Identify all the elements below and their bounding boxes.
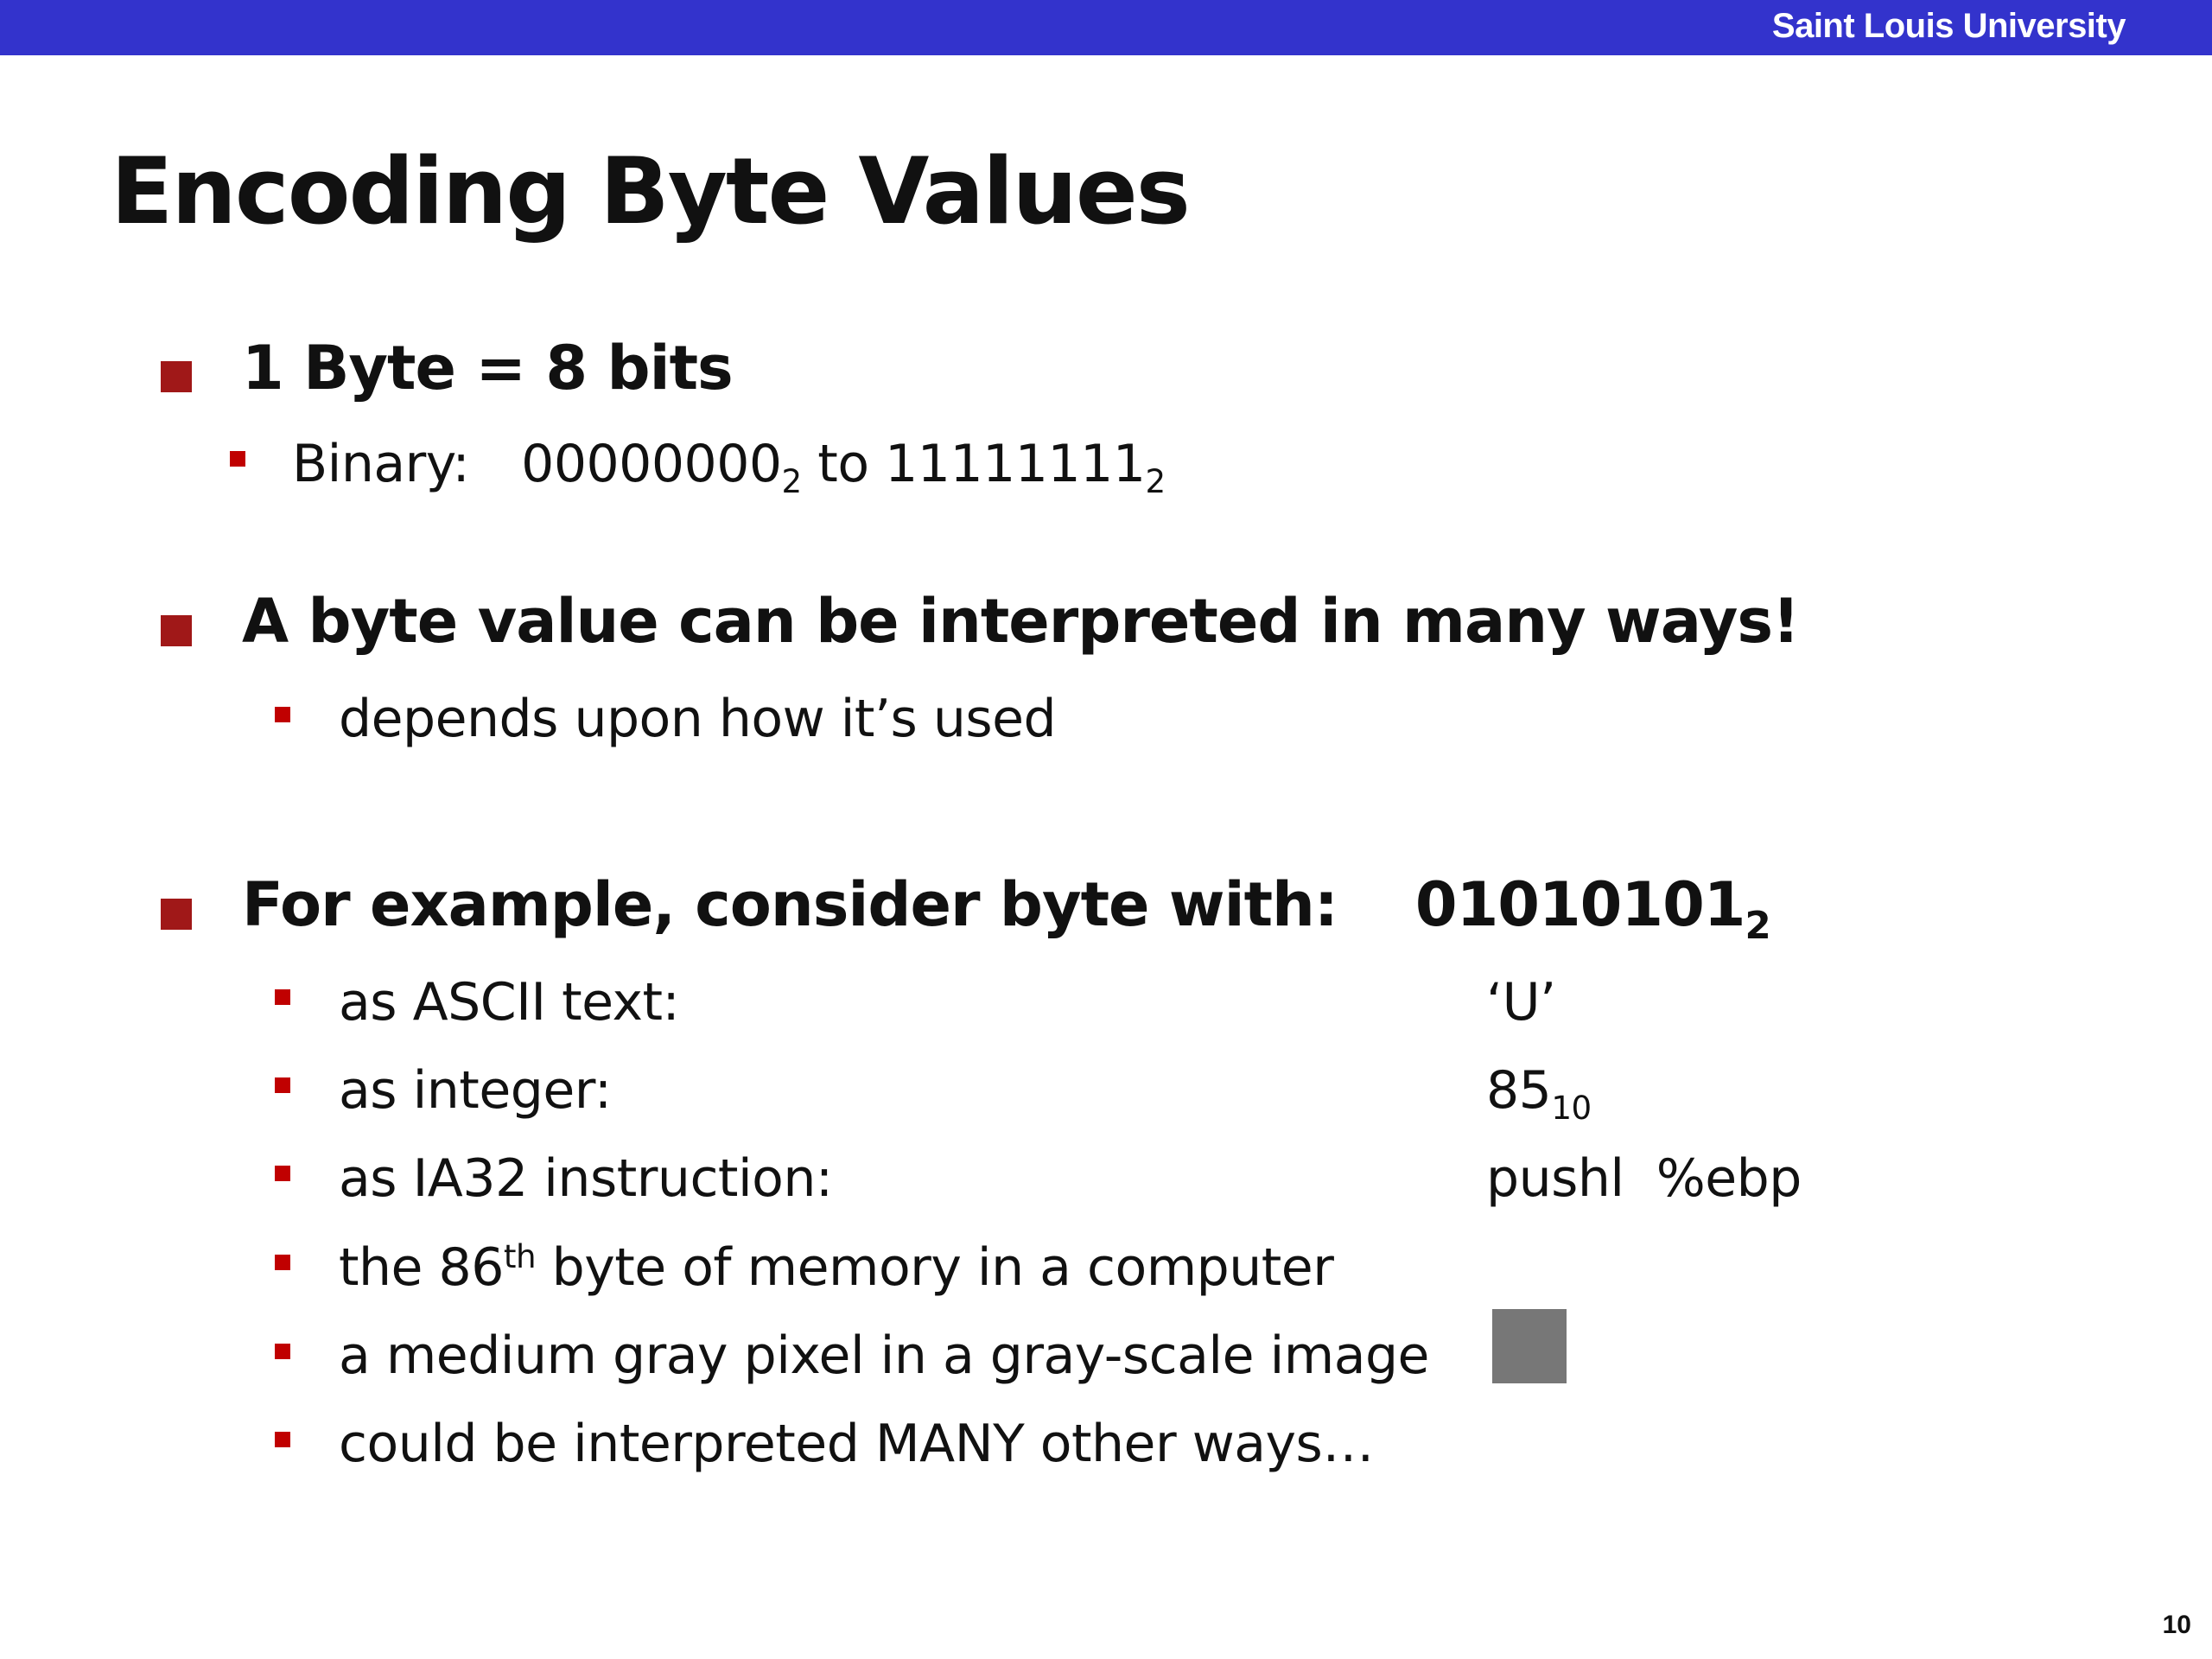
sub-bullet-marker (230, 451, 245, 467)
bullet-byte-size: 1 Byte = 8 bits (242, 333, 733, 404)
sub-bullet-marker (275, 1255, 290, 1270)
bullet-example (242, 869, 1770, 949)
example-value-base: 2 (1745, 905, 1770, 949)
page-number: 10 (2162, 1611, 2191, 1639)
example-item-other-label: could be interpreted MANY other ways… (339, 1414, 1374, 1474)
integer-value-base: 10 (1551, 1089, 1592, 1128)
binary-to-base: 2 (1145, 462, 1166, 501)
binary-label: Binary: (292, 434, 470, 494)
sub-bullet-marker (275, 1432, 290, 1447)
example-item-integer-label: as integer: (339, 1060, 612, 1121)
header-bar (0, 0, 2212, 55)
example-item-ascii-value: ‘U’ (1486, 972, 1556, 1033)
binary-to: 11111111 (885, 434, 1146, 494)
example-item-integer-value (1486, 1060, 1592, 1128)
sub-bullet-marker (275, 1077, 290, 1093)
example-item-memory-label (339, 1237, 1333, 1298)
university-name: Saint Louis University (1771, 7, 2126, 45)
bullet-marker (161, 361, 192, 392)
example-item-pixel-label: a medium gray pixel in a gray-scale image (339, 1325, 1429, 1386)
example-value: 01010101 (1414, 869, 1745, 940)
example-label: For example, consider byte with: (242, 869, 1338, 940)
sub-bullet-depends: depends upon how it’s used (339, 689, 1057, 749)
binary-from-base: 2 (781, 462, 802, 501)
bullet-interpretation: A byte value can be interpreted in many ways! (242, 586, 1800, 657)
integer-value: 85 (1486, 1060, 1552, 1121)
binary-from: 00000000 (521, 434, 782, 494)
slide-title: Encoding Byte Values (111, 138, 1189, 245)
sub-bullet-marker (275, 1344, 290, 1359)
sub-bullet-marker (275, 989, 290, 1005)
memory-label-pre: the 86 (339, 1237, 504, 1298)
memory-label-post: byte of memory in a computer (536, 1237, 1334, 1298)
sub-bullet-binary (292, 434, 1166, 501)
bullet-marker (161, 615, 192, 646)
bullet-marker (161, 899, 192, 930)
sub-bullet-marker (275, 707, 290, 722)
binary-connector: to (817, 434, 869, 494)
example-item-ia32-label: as IA32 instruction: (339, 1148, 833, 1209)
memory-label-sup: th (503, 1236, 537, 1275)
gray-pixel-swatch (1492, 1309, 1567, 1383)
example-item-ascii-label: as ASCII text: (339, 972, 680, 1033)
sub-bullet-marker (275, 1166, 290, 1181)
example-item-ia32-value: pushl %ebp (1486, 1148, 1802, 1209)
